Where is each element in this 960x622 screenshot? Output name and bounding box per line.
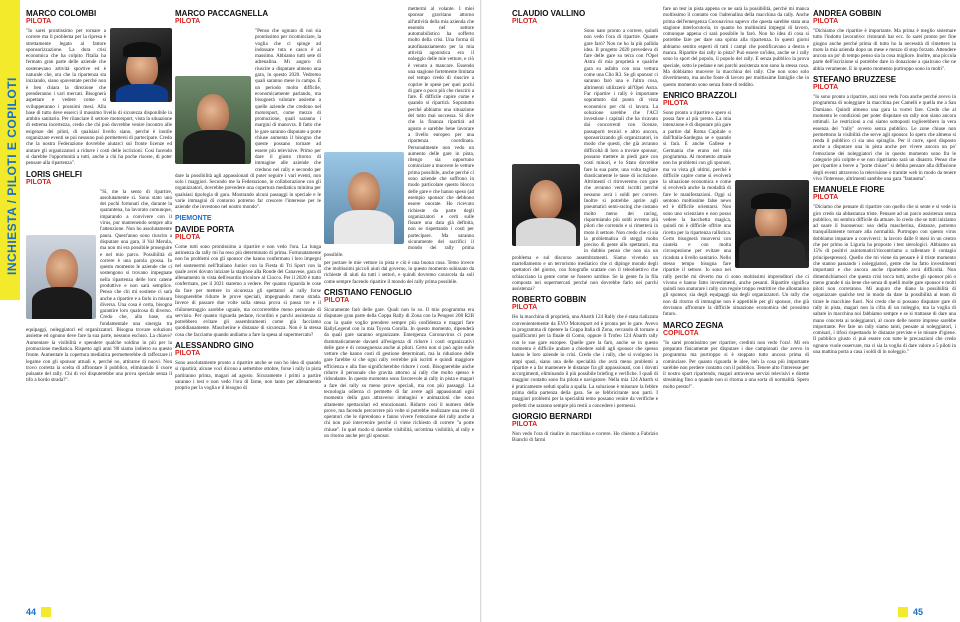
author-name: ALESSANDRO GINO (175, 341, 254, 351)
interview-text: Non vedo l'ora di risalire in macchina e correre. Ho chiesto a Fabrizio Bianchi di farmi (512, 430, 658, 444)
cap-shape (751, 193, 791, 209)
column-3 (324, 6, 474, 596)
author-name: STEFANO BRUZZESE (813, 75, 897, 85)
interview-text: "Sì, me la sento di ripartire, assolutamente sì. Sono stato uno dei pochi fortunati che, durante la quarantena, ha lavorato comunque, imparando a convivere con il virus, pur mantenendo sempre alta l'attenzione. Non ho assolutamente paura. Quest'anno sono riuscito a disputare una gara, il Val Merula, ma non mi era possibile proseguire e nel mio parco. Possibilità di correre è una parola grossa. In questo momento le aziende che ci sostengono si trovano impegnate nella ripartenza delle loro catene produttive e non sarà semplice. Penso che chi mi sostiene ci sarà anche a ripartire e a farlo in misura diversa. Una cosa è certa, bisogna garantire loro qualcosa di diverso. Credo che, alla base, sia fondamentale una sinergia tra equipaggi, noleggiatori ed organizzatori. Bisogna trovare soluzioni assieme ed ognuno deve fare la sua parte, nessuno escluso. La chiave? Aumentare la visibilità e spendere qualche soldino in più per la promozione mediatica. Rispetto agli anni '80 siamo indietro su questo fronte. Aumentare la copertura mediatica permetterebbe di rafforzare il legame con gli sponsor attuali e, perché no, attirarne di nuovi. Non trovo corretta la scelta di affrontare il pubblico, eliminando il cuore pulsante del rally. Chi di voi disputerebbe una prova speciale senza il tifo a bordo strada?". (26, 188, 172, 384)
author-name: MARCO ZEGNA (663, 320, 724, 330)
interview-text: Sicuramente farò delle gare. Quali non lo so. Il mio programma era disputare gran parte della Coppa Rally di Zona con la Peugeot 208 R2B con la quale voglio prendere sempre più confidenza e magari fare RallyLegend con la mia Toyota Corolla. In questo momento, dipenderà da quali gare saranno organizzate. Emergenza Coronavirus ci pone drammaticamente davanti all'esigenza di ridurre i costi organizzativi delle gare e di conseguenza anche ai piloti. Certo non si può agire sulle vetture che hanno costi di gestione determinati, ma la riduzione delle gare farebbe sì che ogni rally verrebbe più iscritti e quindi maggiore efficienza e alla fine significherebbe ridurre i costi. Bisognerebbe anche ridurre il personale che gravita attorno ai rally che molto spesso è ridondante. In questo momento sono favorevole ai rally in pista e magari a fare dei rally su meno prove speciali, ma con più passaggi. La tecnologia odierna ci permette di far avere agli appassionati ogni momento della gara attraverso immagini e animazioni che sono altamente spettacolari ed emozionanti. Ridurre così il numero delle prove, ma facendo percorrere più volte si potrebbe realizzare una rete di operatori che le riprendono e fanno vivere l'emozione del rally anche a chi non può intervenire perché ci viene richiesto di correre "a porte chiuse". In quel modo si darebbe visibilità, un'ottima visibilità, al rally e un ritorno anche per gli sponsor. (324, 307, 474, 439)
column-2 (175, 6, 321, 596)
footer-left (26, 604, 51, 620)
author-name: GIORGIO BERNARDI (512, 411, 592, 421)
interview-text: "Penso che ognuno di noi sia prontissimo per ricominciare, la voglia che ci spinge ad indossare tuta e casco è al massimo. Abbiamo tutti sete di adrenalina. Mi auguro di riuscire a disputare almeno una gara, in questo 2020. Vedremo quali saranno mese in campo. È un periodo molto difficile, economicamente parlando, ma bisognerà valutare assieme a quelle aziende che credono nel motorsport, come mezzo di promozione, quali saranno i margini di manovra. Il fatto che le gare saranno disputate a porte chiuse aumenta il bisogno che queste possano tornare ad essere più televisive. Primo per dare il giusto ritorno di immagine alle aziende che credono nei rally e secondo per dare la possibilità agli appassionati di poter seguire i vari eventi, non solo i maggiori. Secondo me la Federazione, in collaborazione con gli organizzatori, dovrebbe prevedere una copertura mediatica minima per qualsiasi tipologia di gara. Mostrando alcuni passaggi in speciale e le varie immagini di contorno potremo far crescere l'interesse per le aziende che investono nel nostro mondo". (175, 28, 321, 211)
portrait-photo (324, 152, 404, 244)
author-role: PILOTA (26, 18, 52, 25)
interview-text: "Dichiamo che ripartire è importante. Ma prima è meglio sistemare tutto l'indotto lavorativo: ristoranti bar ecc. Io sarei pronto per fine giugno anche perché prima di tutto ho la necessità di rimettere in moto la mia azienda dopo un mese e mezzo di stop forzato. Attendere ancora un po' di tempo penso sia la cosa migliore. Inoltre, una piccola parte dell'iscrizione si potrebbe dare in donazione a qualcuno che ne abbia veramente. E in questo momento purtroppo sono in molti". (813, 28, 956, 72)
author-role: PILOTA (175, 350, 201, 358)
interview-text: mettermi al volante. I miei sponsor gravitano attorno all'attività della mia azienda che essendo nel settore automobilistico ha sofferto molto della crisi. Una forma di autofinanziamento per la mia attività agonistica era il noleggio delle mie vetture, e ciò è venuto a mancare. Essendo una stagione fortemente limitata nel tempo credo di riuscire a coprire le spese per quei pochi di gare o poco più che riuscirò a fare. È difficile capire come e quando si ripartirà. Sopratutto perché abbiamo una situazione del tutto mai successa. Si dice che la finanza ripartirà ad agosto e sarebbe bene lavorare a livello europeo per una ripartenza coordinata. Personalmente non vedo un aumento delle gare in pista, ritengo sia opportuno cominciare a muovere le vetture prima possibile, anche perché ci sono aziende che soffrono in modo particolare questo blocco delle gare e che hanno speso (ad esempio sponsor che debbono essere onorate. Ho ricevuto richieste da parte degli organizzatori e certi sulle fissare una data già definita, non se rispettando i costi per partecipare. Ma saranno sicuramente dei sacrifici il mondo dei rally prima possibile. (324, 6, 474, 258)
author-role: PILOTA (324, 297, 350, 305)
interview-text: Sono nato pronto a correre, quindi non vedo l'ora di ripartire. Quante gare farò? Non ne ho la più pallida idea. Il progetto 2020 prevedeva di fare delle gare su terra con l'Opel Astra di mia proprietà e qualche gara su asfalto con una vettura come una Clio R3. Se gli sponsor ci saranno farò una e l'altra cosa, altrimenti utilizzerò all'Opel Astra. Far ripartire i rally è importante soprattutto dal punto di vista economico per chi ci lavora. La soluzione sarebbe che l'ACI investisse i capitali che ha ricavato dai concorrenti con licenze, passaporti tecnici e altro ancora, sponsorizzando gli organizzatori, in modo che questi, che già avranno difficoltà di loro a trovare sponsor, possano mettere in piedi gare con costi minori, e lo Stato dovrebbe fare la sua parte, una volta tagliare drasticamente le tasse di iscrizione. Altrimenti ci ritroveremo con gare che avranno venti iscritti perché nessuno avrà i soldi per correre. Inoltre si potrebbe aprire agli pneumatici semi-racing che costano molto meno dei racing, risparmiando più soldi avremo più piloti che correndo e si rimetterà in moto il settore. Non credo che ci sia la problematica di steggi molto preciso di gente allo spettatori, ma in dubbio penso che non sia un problema e sul discorso assembramenti. Siamo vivendo un martellamento e un terrorismo mediatico che ci dipinge mondo degli spettatori del giorno, con fotografie scattate con il teleobiettivo che schiacciano la gente come se fossero sardine. Se la gente fa la fila composta nei supermercati perché non dovrebbe farlo nei parchi assistenza? (512, 28, 658, 293)
footer-marker (41, 607, 51, 617)
face-shape (348, 172, 380, 214)
page-number: 45 (913, 607, 924, 617)
author-role: PILOTA (813, 18, 839, 25)
interview-text: "Io sarei prontissimo per ripartire, credimi non vedo l'ora!. Mi ero preparato fisicamente per disputare i due campionati che avevo in programma ma purtroppo si è stoppato tutto ancora prima di cominciare. Per quanto riguarda le idee, beh la cosa più importante sarebbe non perdere contatto con il pubblico. Tenere alto l'interesse per il nostro sport ripartendo, magari attraverso servizi televisivi e dirette streaming fino a quando non si ritorna a una sorta di normalità. Spero molto presto!". (663, 339, 809, 390)
column-1 (26, 6, 172, 596)
section-tab (0, 0, 20, 300)
section-tab-label: INCHIESTA / PILOTI E COPILOTI (5, 77, 19, 275)
portrait-photo (735, 180, 809, 268)
author-role: PILOTA (813, 194, 839, 202)
author-name: CRISTIANO FENOGLIO (324, 288, 412, 298)
column-5 (663, 6, 809, 596)
interview-text: Sono assolutamente pronto a ripartire anche se non ho idea di quando si ripartirà; alcune voci dicono a settembre ottobre, forse i rally in pista partiranno prima, magari ad agosto. Sicuramente i primi a partire saranno i test e non vedo l'ora di farne, non tanto per allenamento proprio per la voglia e il bisogno di (175, 360, 321, 392)
face-shape (530, 180, 562, 220)
interview-text: "Io sono pronto a ripartire, anzi non vedo l'ora anche perché avevo in programma di noleggiare la macchina per Camelli e quella me a San Damiano. Quindi almeno una gara la vorrei fare. Credo che al momento le condizioni per poter disputare un rally non siano ancora ottimali. Le restrizioni a cui siamo sottoposti toglierebbero la vera essenza dei "rally" ovvero senza pubblico. Le zone chiuse non permettono la visibilità che serve agli sponsor. Io spero che almeno si renda il pubblico ci sia uno spiraglio. Per il corre, speri disposto anche a disputare una in pista anche per vivere ancora un po' l'emozione dei noleggiatori che in questo momento sono fra le categorie più colpite e se non ripartiamo sarà un disastro. Penso che per ripartire a breve a "porte chiuse" si debba pensare alla diffusione degli eventi attraverso la televisione o tramite web in modo da tenere vivo l'interesse, altrimenti sarebbe una gara "fantasma". (813, 94, 956, 182)
interview-text: fare un test in pista appena ce ne sarà la possibilità, perché mi manca moltissimo il contatto con l'adrenalina della macchina da rally. Anche prima dell'emergenza Coronavirus sapevo che questa sarebbe stata una stagione interlocutoria, in quanto ho moltissimi impegni di lavoro, comunque appena ci sarà possibile lo farò. Non ho idea di cosa si potrebbe fare per dare una spinta alla ripartenza. In questi giorni abbiamo sentito esperti di tutti i campi che pontificavano a destra e manca. Ripartire dai rally in pista? Può essere un'idea, anche se i rally sono lo sport del popolo, il popolo dei rally. E senza pubblico la prova speciale, sotto le pedane e nei parchi assistenza non sono la stessa cosa. Ma dobbiamo muovere la macchina dei rally. Che non sono solo divertimento, ma anche fonte di lavoro per moltissime famiglie che in questo momento sono senza fonte di reddito. (663, 6, 809, 88)
shirt-shape (334, 210, 394, 244)
author-role: PILOTA (512, 18, 538, 25)
shirt-shape (183, 130, 245, 164)
author-name: LORIS GHELFI (26, 169, 82, 179)
column-6 (813, 6, 956, 596)
author-name: MARCO PACCAGNELLA (175, 9, 269, 18)
footer-marker (898, 607, 908, 617)
shirt-shape (32, 287, 92, 319)
interview-text: "Diciamo che pensare di ripartire con quello che si sente e si vede in giro credo sia abbastanza triste. Pensare ad un parco assistenza senza pubblico, mi sembra difficile da attuare. Io credo che se tutti iniziamo ad usare il buonsenso: uso della mascherina, distanze, potremo tranquillamente tornare alla normalità. Purtroppo con questo virus dobbiamo imparare a conviverci: la lavoro dalle 8 mesi in un centro che per primo in Liguria ha proposto i test sierologici. Abbiamo un 15% di positivi asintomatici/riscontriamo a rallentare il contagio principespresso). Quello che mi viene da pensare è il triste momento che stanno passando i noleggiatori, gente che ha fatto investimenti importanti e che ancora anche ripartendo avrà difficoltà. Non dimentichiamoci che questa crisi tocca tutti, anche gli sponsor più o meno grande ti sia bene che senza di quelli molte gare sponsor e molti piloti non correranno. Mi auguro che diano la possibilità di organizzare qualche test in modo da dare la possibilità ai team di tirare le macchine fuori. Noi credo che si possano disputare gare di rally in pista, magari non la cifra di un noleggio, ma la voglia di saltare in macchina noi fabbiamo sempre e se si trattasse di dare una mano concreta ai noleggiatori, al cuore delle nostre imprese sarebbe importante. Per fare un rally siamo tanti, pensate ai noleggiatori, i comisari, i tifosi rispettando le distanze previste e le misure d'igiene. Il pubblico giusto ci può essere con tutte le precauzioni che credo ognuno vuole osservare, ma ci sia la voglia di dare valore a 5 piloti in una mattina porta a casa i soldi di in noleggio." (813, 204, 956, 356)
author-role: PILOTA (813, 84, 839, 92)
interview-text: per portare le mie vetture in pista e ciò è una buona cosa. Temo invece che moltissimi piccoli aiuti dal governo, in questo momento subissato da richieste di aiuti da tutti i settori, e quindi dovremo cavarcela da soli come sempre facendo ripartire il mondo dei rally prima possibile. (324, 259, 474, 285)
interview-text: Sono pronto a ripartire e spero si possa fare al più presto. La mia intenzione è di disputare più gare a partire dal Roma Capitale o dall'Italia-Sardegna se e quando si farà. E anche Gallese e Germania che erano nei mio programma. Al momento attuale non ho problemi con gli sponsor, ma va vista gli ultimi, perché è difficile capire come si evolverà la situazione economica e come si evolverà anche la modalità di fare le manifestazioni. Oggi si sentono moltissime false news ed è difficile orientarsi. Non sono uno scienziato e non posso vedere la bacchetta magica, quindi mi è difficile offrire una ricetta per la ripartenza rallistica. Certo bisognerà muoversi con cautela e con molta circospezione per evitare una ricaduta a livello sanitario. Nello stesso tempo bisogna fare ripartire il settore. Io sono nei rally perché mi diverto ma ci sono moltissimi imprenditori che ci vivono e hanno fatto investimenti, anche pesanti. Ripartire significa quindi non snaturare i rally con regole troppo restrittive che allontanino gli sponsor, sia degli equipaggi sia degli organizzatori. Un rally che non dà ritorno di immagine non è appetibile per gli sponsor, che già dovranno affrontare la difficile situazione economica del prossimo futuro. (663, 109, 809, 318)
author-role: PILOTA (175, 18, 201, 25)
interview-text: Ho la macchina di proprietà, una Abarth 124 Rally che è stata rializzata convenientemente da EVO Motorsport ed è pronta per le gare. Avevo in programma di ripetere la Coppa Italia di Zona, cercando di tornare a qualificarmi per la finale di Como, oppure il Trofeo 124 Abarth rally con le sue gare europee. Quelle gare la farò, anche se in questo momento è difficile andare a chiedere soldi agli sponsor che spesso hanno le loro aziende in crisi. Credo che i rally, che si svolgono in ampi spazi, siano una delle specialità che avrà meno problemi a ripartire e a far mantenere le distanze fra gli appassionati, con i dovuti accorgimenti, eliminando il più possibile briefing e verifiche. I quali di maggior contatto sono fra pilota e navigatore. Nella mia 124 Abarth si è praticamente seduti spalla a spalla. La soluzione è misurare la febbre prima della partenza della gara. Se se febbricitante non parti. I maggiori problemi per la specialità temo possano venire da verifiche e prefetti che saranno sempre più restii a concedere i permessi. (512, 314, 658, 409)
author-name: DAVIDE PORTA (175, 224, 235, 234)
shirt-shape (739, 236, 805, 268)
column-4 (512, 6, 658, 596)
face-shape (46, 249, 78, 291)
author-role: COPILOTA (663, 329, 699, 337)
footer-right (898, 604, 923, 620)
author-role: PILOTA (26, 178, 52, 186)
author-name: EMANUELE FIORE (813, 185, 885, 195)
portrait-photo (26, 235, 96, 319)
section-label-a: INCHIESTA (5, 207, 19, 275)
page-number: 44 (26, 607, 37, 617)
shirt-shape (116, 84, 168, 102)
portrait-photo (512, 164, 580, 246)
author-name: ANDREA GOBBIN (813, 9, 882, 18)
portrait-photo (110, 28, 172, 102)
author-role: PILOTA (175, 233, 201, 241)
page-gutter (480, 0, 482, 622)
author-name: ROBERTO GOBBIN (512, 295, 587, 305)
author-role: PILOTA (512, 420, 538, 428)
face-shape (197, 94, 229, 134)
author-name: ENRICO BRAZZOLI (663, 90, 737, 100)
interview-text: "Io sarei prontissimo per tornare a correre ma il problema per la ripresa è strettamente legato al fattore sponsorizzazione. La dura crisi economica che ha colpito l'Italia ha fermato gran parte delle aziende che sostenevano attività sportive ed è naturale che, ora che la ripartenza sta iniziando, siano spaventate perché non è ben chiara la direzione che prenderanno i vari mercati. Bisognerà aspettare e vedere come si svilupperanno i prossimi mesi. Alla base di tutto deve esserci il massimo livello di sicurezza disponibile in ambito sanitario. Per rilanciare il settore motorsport, vista la situazione di estrema incertezza, credo che chi può dovrebbe venire incontro alle esigenze dei piloti, di qualsiasi livello siano, perché è inutile organizzare eventi se poi nessuno può permettersi di partecipare. Credo che la nostra Federazione dovrebbe aiutarci sul fronte licenze ed aiutare gli organizzatori a ridurre i costi delle iscrizioni. Così facendo si darebbe l'opportunità a tutti, anche a chi ha poche risorse, di poter pensare alla ripartenza". (26, 28, 172, 167)
section-label-b: PILOTI E COPILOTI (5, 77, 19, 196)
shirt-shape (516, 218, 576, 246)
portrait-photo (175, 76, 251, 164)
cap-shape (123, 42, 161, 57)
author-role: PILOTA (663, 99, 689, 107)
author-name: MARCO COLOMBI (26, 9, 97, 18)
region-heading: PIEMONTE (175, 214, 212, 222)
author-name: CLAUDIO VALLINO (512, 9, 586, 18)
author-role: PILOTA (512, 304, 538, 312)
interview-text: Come tutti sono prontissimo a ripartire e non vedo l'ora. La lunga astinenza da rally mi ha reso più determinato di prima. Fortunatamente non ho problemi con gli sponsor che hanno confermato i loro impegni nel sostenermi nell'Italiano Junior con la Fiesta di Tti Sport con la quale avrei dovuto iniziare la stagione alla Ronde del Canavese, gara di allenamento in vista dell'esordio tricolore al Ciocco. Per il 2020 è tutto confermato, per il 2021 staremo a vedere. Per quanto riguarda le cose da fare per mettere in sicurezza gli spettatori ai rally forse bisognerebbe ridurre le prove speciali, impegnando meno strada. Invece di passare due volte sulla stessa prova si passa tre e il chilometraggio sarebbe uguale, ma occorrerebbe meno personale di servizio. Per quanto riguarda pedane, ricordini e parchi assistenza si potrebbero evitare gli assembramenti come già facciamo quotidianamente. Mascherine e distanze di sicurezza. Non è la stessa cosa che facciamo quando andiamo a fare la spesa al supermercato? (175, 243, 321, 338)
